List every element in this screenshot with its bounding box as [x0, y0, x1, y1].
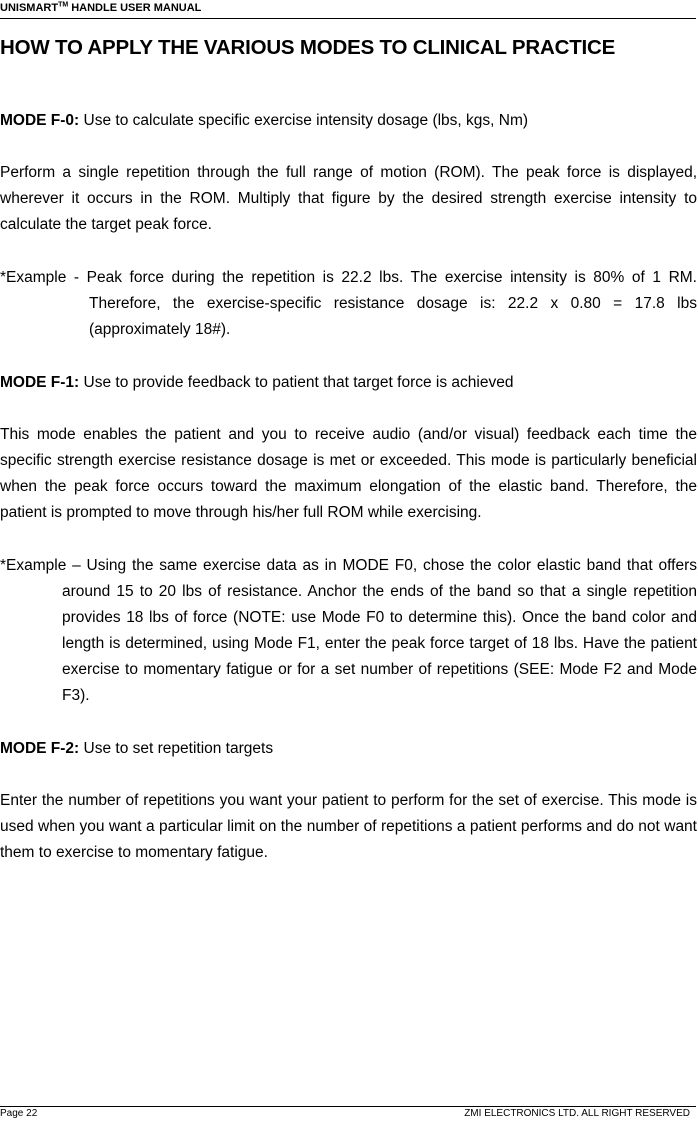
- header-title: HANDLE USER MANUAL: [68, 2, 202, 14]
- mode-f2-label: MODE F-2:: [0, 740, 80, 757]
- mode-f1-example: *Example – Using the same exercise data as in MODE F0, chose the color elastic band that offers around 15 to 20 lbs of resistance. Anchor the ends of the band so that a single repetition provides 18 lbs of force (NOTE: use Mode F0 to determine this). Once the band color and length is determined, using Mode F1, enter the peak force target of 18 lbs. Have the patient exercise to momentary fatigue or for a set number of repetitions (SEE: Mode F2 and Mode F3).: [0, 557, 697, 704]
- mode-f2-description: Use to set repetition targets: [79, 740, 274, 757]
- mode-f1-description: Use to provide feedback to patient that target force is achieved: [79, 374, 514, 391]
- mode-f0-label: MODE F-0:: [0, 112, 80, 129]
- mode-f0-paragraph: Perform a single repetition through the full range of motion (ROM). The peak force is displayed, wherever it occurs in the ROM. Multiply that figure by the desired strength exercise intensity to calculate the target peak force.: [0, 164, 697, 233]
- document-body: [0, 108, 697, 893]
- trademark-mark: TM: [58, 1, 69, 9]
- mode-f1-label: MODE F-1:: [0, 374, 80, 391]
- running-footer: [0, 1106, 696, 1121]
- page-number: Page 22: [0, 1108, 38, 1119]
- mode-f0-description: Use to calculate specific exercise intensity dosage (lbs, kgs, Nm): [79, 112, 529, 129]
- page-title: HOW TO APPLY THE VARIOUS MODES TO CLINICAL PRACTICE: [0, 36, 616, 59]
- mode-f2-heading: [0, 736, 697, 762]
- mode-f1-paragraph: This mode enables the patient and you to receive audio (and/or visual) feedback each time the specific strength exercise resistance dosage is met or exceeded. This mode is particularly beneficial when the peak force occurs toward the maximum elongation of the elastic band. Therefore, the patient is prompted to move through his/her full ROM while exercising.: [0, 426, 697, 521]
- copyright-notice: ZMI ELECTRONICS LTD. ALL RIGHT RESERVED: [464, 1108, 690, 1119]
- mode-f2-paragraph: Enter the number of repetitions you want your patient to perform for the set of exercise. This mode is used when you want a particular limit on the number of repetitions a patient performs and do not want them to exercise to momentary fatigue.: [0, 792, 697, 861]
- mode-f0-example: *Example - Peak force during the repetition is 22.2 lbs. The exercise intensity is 80% of 1 RM. Therefore, the exercise-specific resistance dosage is: 22.2 x 0.80 = 17.8 lbs (approximately 18#).: [0, 269, 697, 338]
- header-brand: UNISMART: [0, 2, 59, 14]
- mode-f0-heading: [0, 108, 697, 134]
- running-header: [0, 0, 696, 19]
- mode-f1-heading: [0, 370, 697, 396]
